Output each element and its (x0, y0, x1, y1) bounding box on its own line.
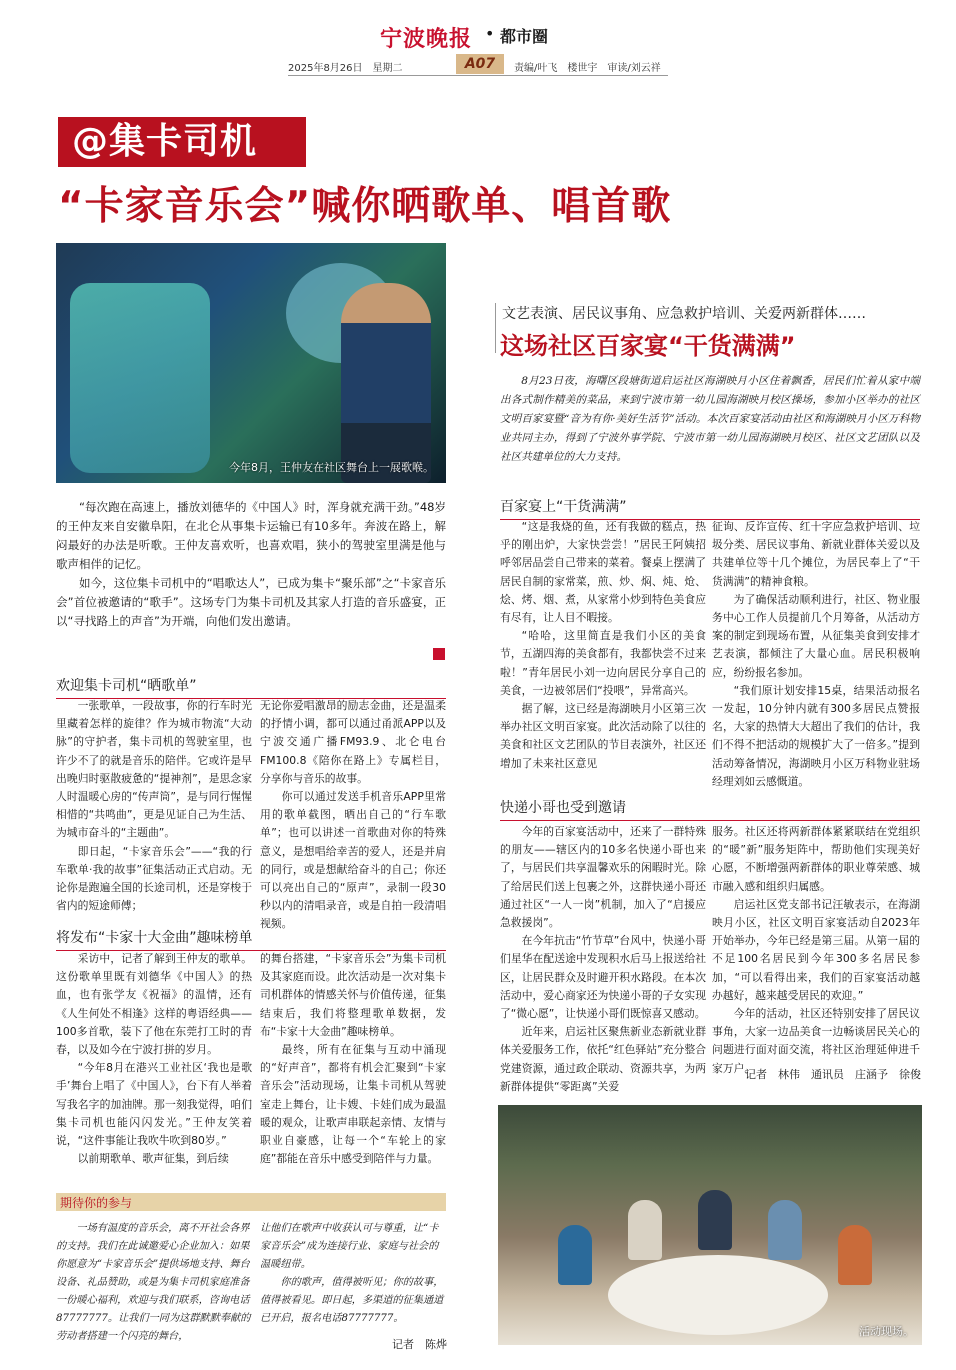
text-column (260, 697, 446, 934)
article-tag: @集卡司机 (58, 117, 306, 167)
article-headline: “卡家音乐会”喊你晒歌单、唱首歌 (58, 184, 672, 229)
photo-caption: 活动现场。 (859, 1325, 914, 1338)
paragraph: 服务。社区还将两新群体紧紧联结在党组织的“暖”新”服务矩阵中，帮助他们实现美好心愿，不断增强两新群体的职业尊荣感、城市融入感和组织归属感。 (712, 825, 920, 893)
paragraph: 无论你爱唱激昂的励志金曲，还是温柔的抒情小调，都可以通过甬派APP以及宁波交通广播FM93.9、北仑电台FM100.8《陪你在路上》专属栏目，分享你与音乐的故事。 (260, 699, 446, 785)
paragraph: “这是我烧的鱼，还有我做的糕点，热乎的刚出炉，大家快尝尝！”居民王阿姨招呼邻居品尝自己带来的菜着。餐桌上摆满了居民自制的家常菜，煎、炒、焖、炖、炝、烩、烤、烟、煮，从家常小炒到特色美食应有尽有，让人目不暇接。 (500, 520, 706, 625)
intro-paragraph: “每次跑在高速上，播放刘德华的《中国人》时，浑身就充满干劲。”48岁的王仲友来自安徽阜阳，在北仑从事集卡运输已有10多年。奔波在路上，解闷最好的办法是听歌。王仲友喜欢听，也喜欢唱，狭小的驾驶室里满是他与歌声相伴的记忆。 (56, 500, 446, 571)
text-column (712, 518, 920, 791)
newspaper-logo: 宁波晚报 (380, 26, 473, 52)
intro-text (56, 498, 446, 631)
paragraph: 在今年抗击“竹节草”台风中，快递小哥们星华在配送途中发现积水后马上报送给社区，让居民群众及时避开积水路段。在本次活动中，爱心商家还为快递小哥的子女实现了“微心愿”，让快递小哥们既惊喜又感动。 (500, 934, 706, 1021)
guest-figure (558, 1225, 592, 1285)
paragraph: 近年来，启运社区聚焦新业态新就业群体关爱服务工作，依托“红色驿站”充分整合党建资源，通过政企联动、资源共享，为两新群体提供“零距离”关爱 (500, 1025, 706, 1093)
paragraph: 你的歌声，值得被听见；你的故事，值得被看见。即日起，多渠道的征集通道已开启，报名电话87777777。 (260, 1277, 444, 1324)
banquet-table (608, 1255, 828, 1335)
section-title: 期待你的参与 (60, 1196, 133, 1210)
stage-sign-shape (70, 283, 210, 473)
section-title: 快递小哥也受到邀请 (500, 797, 920, 821)
paragraph: 一场有温度的音乐会，离不开社会各界的支持。我们在此诚邀爱心企业加入：如果你愿意为“卡家音乐会”提供场地支持、舞台设备、礼品赞助，或是为集卡司机家庭准备一份暖心福利，欢迎与我们联系，咨询电话87777777。让我们一同为这群默默奉献的劳动者搭建一个闪亮的舞台， (56, 1223, 251, 1342)
singer-figure (341, 283, 431, 483)
masthead-rule (288, 75, 668, 76)
paragraph: 最终，所有在征集与互动中涌现的“好声音”，都将有机会汇聚到“卡家音乐会”活动现场，让集卡司机从驾驶室走上舞台，让卡嫂、卡娃们成为最温暖的观众，让歌声串联起亲情、友情与职业自豪感，让每一个“车轮上的家庭”都能在音乐中感受到陪伴与力量。 (260, 1043, 446, 1166)
byline: 记者 林伟 通讯员 庄涵予 徐俊 (745, 1068, 921, 1081)
section-title: 欢迎集卡司机“晒歌单” (56, 675, 446, 699)
text-column (56, 950, 252, 1168)
text-column (260, 950, 446, 1168)
intro-paragraph: 8月23日夜，海曙区段塘街道启运社区海湖映月小区住着飘香，居民们忙着从家中端出各式制作精美的菜品，来到宁波市第一幼儿园海湖映月校区操场，参加小区举办的社区文明百家宴暨“音为有你·美好生活节”活动。本次百家宴活动由社区和海湖映月小区万科物业共同主办，得到了宁波外事学院、宁波市第一幼儿园海湖映月校区、社区文艺团队以及社区共建单位的大力支持。 (500, 375, 920, 463)
text-column (712, 823, 920, 1078)
paragraph: 你可以通过发送手机音乐APP里常用的歌单截图，晒出自己的“行车歌单”；也可以讲述一首歌曲对你的特殊意义，是想唱给幸苦的爱人，还是并肩的同行，或是想献给奋斗的自己；你还可以亮出自己的“原声”，录制一段30秒以内的清唱录音，或是自拍一段清唱视频。 (260, 790, 446, 931)
guest-figure (628, 1200, 662, 1260)
text-column (500, 823, 706, 1096)
paragraph: 据了解，这已经是海湖映月小区第三次举办社区文明百家宴。此次活动除了以往的美食和社区文艺团队的节目表演外，社区还增加了未来社区意见 (500, 702, 706, 770)
singer-photo (56, 243, 446, 483)
paragraph: 即日起，“卡家音乐会”——“我的行车歌单·我的故事”征集活动正式启动。无论你是跑遍全国的长途司机，还是穿梭于省内的短途师傅； (56, 844, 252, 913)
page-number: A07 (456, 54, 504, 74)
text-column (56, 697, 252, 915)
paragraph: “今年8月在港兴工业社区‘我也是歌手’舞台上唱了《中国人》，台下有人举着写我名字的加油牌。那一刻我觉得，咱们集卡司机也能闪闪发光。”王仲友笑着说，“这件事能让我吹牛吹到80岁。” (56, 1061, 252, 1148)
article-subtitle: 文艺表演、居民议事角、应急救护培训、关爱两新群体…… (502, 306, 866, 322)
guest-figure (838, 1225, 872, 1285)
intro-paragraph: 如今，这位集卡司机中的“唱歌达人”，已成为集卡“聚乐部”之“卡家音乐会”首位被邀请的“歌手”。这场专门为集卡司机及其家人打造的音乐盛宴，正以“寻找路上的声音”为开端，向他们发出邀请。 (56, 576, 446, 628)
photo-caption: 今年8月，王仲友在社区舞台上一展歌喉。 (229, 461, 434, 474)
paragraph: 一张歌单，一段故事，你的行车时光里藏着怎样的旋律？作为城市物流“大动脉”的守护者，集卡司机的驾驶室里，也许少不了的就是音乐的陪伴。它或许是早出晚归时驱散疲惫的“提神剂”，是思念家人时温暖心房的“传声筒”，是与同行惺惺相惜的“共鸣曲”，更是见证自己为生活、为城市奋斗的“主题曲”。 (56, 699, 252, 840)
paragraph: 今年的百家宴活动中，还来了一群特殊的朋友——辖区内的10多名快递小哥也来了，与居民们共享温馨欢乐的闲暇时光。除了给居民们送上包裹之外，这群快递小哥还通过社区“一人一岗”机制，加入了“启援应急救援岗”。 (500, 825, 706, 930)
guest-figure (768, 1200, 802, 1260)
text-column (260, 1220, 446, 1328)
guest-figure (698, 1190, 732, 1250)
byline: 记者 陈烨 (392, 1338, 447, 1351)
paragraph: 的舞台搭建，“卡家音乐会”为集卡司机及其家庭而设。此次活动是一次对集卡司机群体的情感关怀与价值传递，征集结束后，我们将整理歌单数据，发布“卡家十大金曲”趣味榜单。 (260, 952, 446, 1038)
text-column (500, 518, 706, 773)
paragraph: 以前期歌单、歌声征集，到后续 (77, 1152, 229, 1166)
paragraph: 为了确保活动顺利进行，社区、物业服务中心工作人员提前几个月筹备，从活动方案的制定到现场布置，从征集美食到安排才艺表演，都倾注了大量心血。居民积极响应，纷纷报名参加。 (712, 592, 920, 679)
intro-text (500, 372, 920, 467)
paragraph: 今年的活动，社区还特别安排了居民议事角，大家一边品美食一边畅谈居民关心的问题进行面对面交流，将社区治理延伸进千家万户。 (712, 1007, 920, 1075)
section-title: 百家宴上“干货满满” (500, 496, 920, 520)
paragraph: “哈哈，这里简直是我们小区的美食节，五湖四海的美食都有，我都快尝不过来啦！”青年居民小刘一边向居民分享自己的美食，一边被邻居们“投喂”，异常高兴。 (500, 629, 706, 697)
section-title: 将发布“卡家十大金曲”趣味榜单 (56, 927, 446, 951)
section-name: 都市圈 (500, 27, 549, 46)
paragraph: 征询、反诈宣传、红十字应急救护培训、垃圾分类、居民议事角、新就业群体关爱以及共建单位等十几个摊位，为居民奉上了“干货满满”的精神食粮。 (712, 520, 920, 588)
article-headline: 这场社区百家宴“干货满满” (500, 332, 796, 360)
banquet-photo (498, 1105, 922, 1345)
text-column (56, 1220, 252, 1346)
section-marker (433, 648, 445, 660)
issue-date: 2025年8月26日 星期二 (288, 63, 403, 74)
paragraph: 让他们在歌声中收获认可与尊重，让“卡家音乐会”成为连接行业、家庭与社会的温暖纽带。 (260, 1223, 439, 1270)
divider-rule (495, 303, 498, 353)
editors-credit: 责编/叶飞 楼世宇 审读/刘云祥 (514, 63, 661, 74)
paragraph: 启运社区党支部书记汪敏表示，在海湖映月小区，社区文明百家宴活动自2023年开始举办，今年已经是第三届。从第一届的不足100名居民到今年300多名居民参加，“可以看得出来，我们的百家宴活动越办越好，越来越受居民的欢迎。” (712, 897, 920, 1002)
paragraph: “我们原计划安排15桌，结果活动报名一发起，10分钟内就有300多居民点赞报名，大家的热情大大超出了我们的估计，我们不得不把活动的规模扩大了一倍多。”提到活动筹备情况，海湖映月小区万科物业驻场经理刘如云感慨道。 (712, 683, 920, 788)
masthead-dot: • (485, 24, 495, 43)
paragraph: 采访中，记者了解到王仲友的歌单。这份歌单里既有刘德华《中国人》的热血，也有张学友《祝福》的温情，还有《人生何处不相逢》这样的粤语经典——100多首歌，装下了他在东莞打工时的青春，以及如今在宁波打拼的岁月。 (56, 952, 252, 1057)
